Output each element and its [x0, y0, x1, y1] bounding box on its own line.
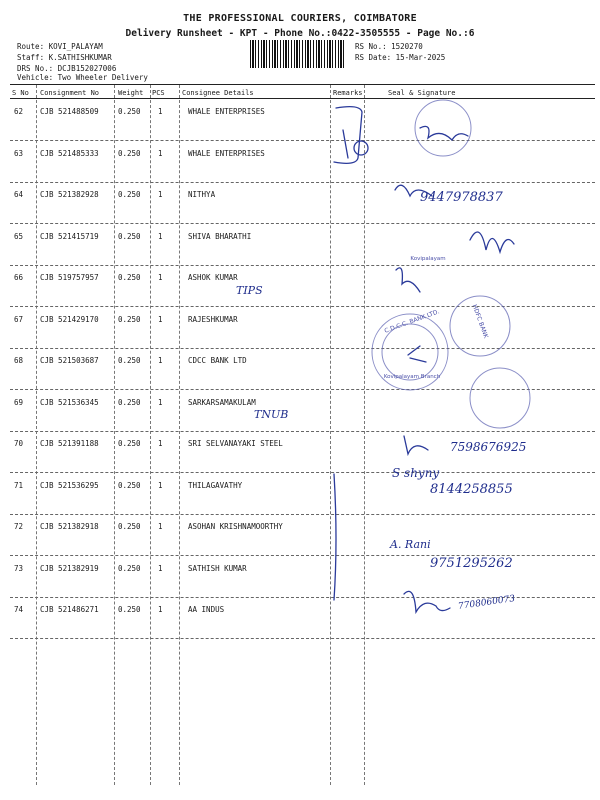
col-pcs: PCS	[152, 89, 165, 97]
cell-weight: 0.250	[118, 564, 141, 573]
remarks-tick-ink	[343, 130, 348, 158]
document-title: THE PROFESSIONAL COURIERS, COIMBATORE	[183, 13, 417, 24]
cell-pcs: 1	[158, 522, 163, 531]
signature-70	[404, 436, 428, 454]
cell-pcs: 1	[158, 398, 163, 407]
cell-consignee: ASHOK KUMAR	[188, 273, 238, 282]
cell-weight: 0.250	[118, 398, 141, 407]
cell-consignee: CDCC BANK LTD	[188, 356, 247, 365]
cell-consignment: CJB 521486271	[40, 605, 99, 614]
cell-sno: 69	[14, 398, 24, 407]
cell-sno: 68	[14, 356, 24, 365]
cell-consignment: CJB 521415719	[40, 232, 99, 241]
cell-consignment: CJB 521485333	[40, 149, 99, 158]
cell-pcs: 1	[158, 564, 163, 573]
cell-weight: 0.250	[118, 481, 141, 490]
remarks-line-ink	[334, 474, 336, 600]
handwritten-phone-64: 9447978837	[420, 190, 503, 205]
signature-65	[470, 232, 514, 252]
cell-sno: 71	[14, 481, 24, 490]
rs-date: RS Date: 15-Mar-2025	[355, 53, 446, 62]
signature-62	[420, 126, 468, 140]
signature-74	[404, 591, 450, 612]
handwritten-note-66: TIPS	[236, 284, 263, 297]
cell-sno: 70	[14, 439, 24, 448]
cell-weight: 0.250	[118, 356, 141, 365]
cell-sno: 74	[14, 605, 24, 614]
handwritten-phone-71: 8144258855	[430, 482, 513, 497]
staff-label: Staff: K.SATHISHKUMAR	[17, 53, 112, 62]
handwritten-phone-70: 7598676925	[450, 440, 527, 454]
cell-pcs: 1	[158, 232, 163, 241]
cell-pcs: 1	[158, 273, 163, 282]
cell-pcs: 1	[158, 439, 163, 448]
document-subtitle: Delivery Runsheet - KPT - Phone No.:0422-3505555 - Page No.:6	[125, 28, 475, 39]
cell-weight: 0.250	[118, 232, 141, 241]
cell-consignee: AA INDUS	[188, 605, 225, 614]
col-consignee: Consignee Details	[182, 89, 254, 97]
stamp-text-kovipalayam: Kovipalayam	[410, 256, 446, 262]
stamp-text-hdfc: HDFC BANK	[470, 303, 490, 340]
cell-consignee: SHIVA BHARATHI	[188, 232, 252, 241]
cell-weight: 0.250	[118, 522, 141, 531]
cell-sno: 67	[14, 315, 24, 324]
remarks-circle-ink	[354, 141, 368, 155]
cell-weight: 0.250	[118, 273, 141, 282]
route-label: Route: KOVI_PALAYAM	[17, 42, 103, 51]
cell-consignment: CJB 521382928	[40, 190, 99, 199]
cell-consignee: WHALE ENTERPRISES	[188, 149, 265, 158]
stamp-text-branch: Kovipalayam Branch	[383, 374, 441, 380]
cell-consignment: CJB 521536295	[40, 481, 99, 490]
cell-sno: 65	[14, 232, 24, 241]
cell-consignee: SATHISH KUMAR	[188, 564, 247, 573]
cell-sno: 62	[14, 107, 24, 116]
col-sno: S No	[12, 89, 29, 97]
cell-pcs: 1	[158, 107, 163, 116]
cell-consignment: CJB 519757957	[40, 273, 99, 282]
vehicle-label: Vehicle: Two Wheeler Delivery	[17, 73, 148, 82]
cell-sno: 73	[14, 564, 24, 573]
cell-sno: 64	[14, 190, 24, 199]
stamp-ring-69	[470, 368, 530, 428]
cell-pcs: 1	[158, 481, 163, 490]
col-seal: Seal & Signature	[388, 89, 456, 97]
cell-consignment: CJB 521429170	[40, 315, 99, 324]
cell-weight: 0.250	[118, 190, 141, 199]
cell-sno: 72	[14, 522, 24, 531]
signature-68	[408, 346, 426, 362]
drs-number: DRS No.: DCJB152027006	[17, 64, 117, 73]
stamp-text-cdcc: C.D.C.C. BANK LTD.	[383, 308, 441, 335]
cell-consignee: NITHYA	[188, 190, 216, 199]
cell-pcs: 1	[158, 315, 163, 324]
cell-weight: 0.250	[118, 107, 141, 116]
cell-weight: 0.250	[118, 605, 141, 614]
cell-consignee: ASOHAN KRISHNAMOORTHY	[188, 522, 283, 531]
cell-weight: 0.250	[118, 149, 141, 158]
cell-consignment: CJB 521488509	[40, 107, 99, 116]
cell-sno: 66	[14, 273, 24, 282]
handwritten-note-69: TNUB	[254, 408, 289, 421]
stamp-ring-62	[415, 100, 471, 156]
cell-consignee: SRI SELVANAYAKI STEEL	[188, 439, 283, 448]
cell-sno: 63	[14, 149, 24, 158]
handwritten-phone-74: 7708060073	[457, 594, 516, 612]
col-remarks: Remarks	[333, 89, 363, 97]
col-consignment: Consignment No	[40, 89, 100, 97]
handwritten-name-71: S shyny	[392, 466, 440, 480]
cell-consignee: RAJESHKUMAR	[188, 315, 238, 324]
cell-weight: 0.250	[118, 439, 141, 448]
cell-weight: 0.250	[118, 315, 141, 324]
cell-consignment: CJB 521382918	[40, 522, 99, 531]
signature-66	[396, 268, 420, 292]
rs-number: RS No.: 1520270	[355, 42, 423, 51]
cell-consignee: THILAGAVATHY	[188, 481, 243, 490]
cell-pcs: 1	[158, 356, 163, 365]
cell-consignment: CJB 521503687	[40, 356, 99, 365]
cell-consignment: CJB 521382919	[40, 564, 99, 573]
cell-consignment: CJB 521391188	[40, 439, 99, 448]
cell-pcs: 1	[158, 605, 163, 614]
cell-consignee: SARKARSAMAKULAM	[188, 398, 256, 407]
handwritten-name-73: A. Rani	[390, 538, 431, 551]
cell-consignee: WHALE ENTERPRISES	[188, 107, 265, 116]
cell-consignment: CJB 521536345	[40, 398, 99, 407]
cell-pcs: 1	[158, 149, 163, 158]
col-weight: Weight	[118, 89, 144, 97]
handwritten-phone-73: 9751295262	[430, 556, 513, 571]
cell-pcs: 1	[158, 190, 163, 199]
